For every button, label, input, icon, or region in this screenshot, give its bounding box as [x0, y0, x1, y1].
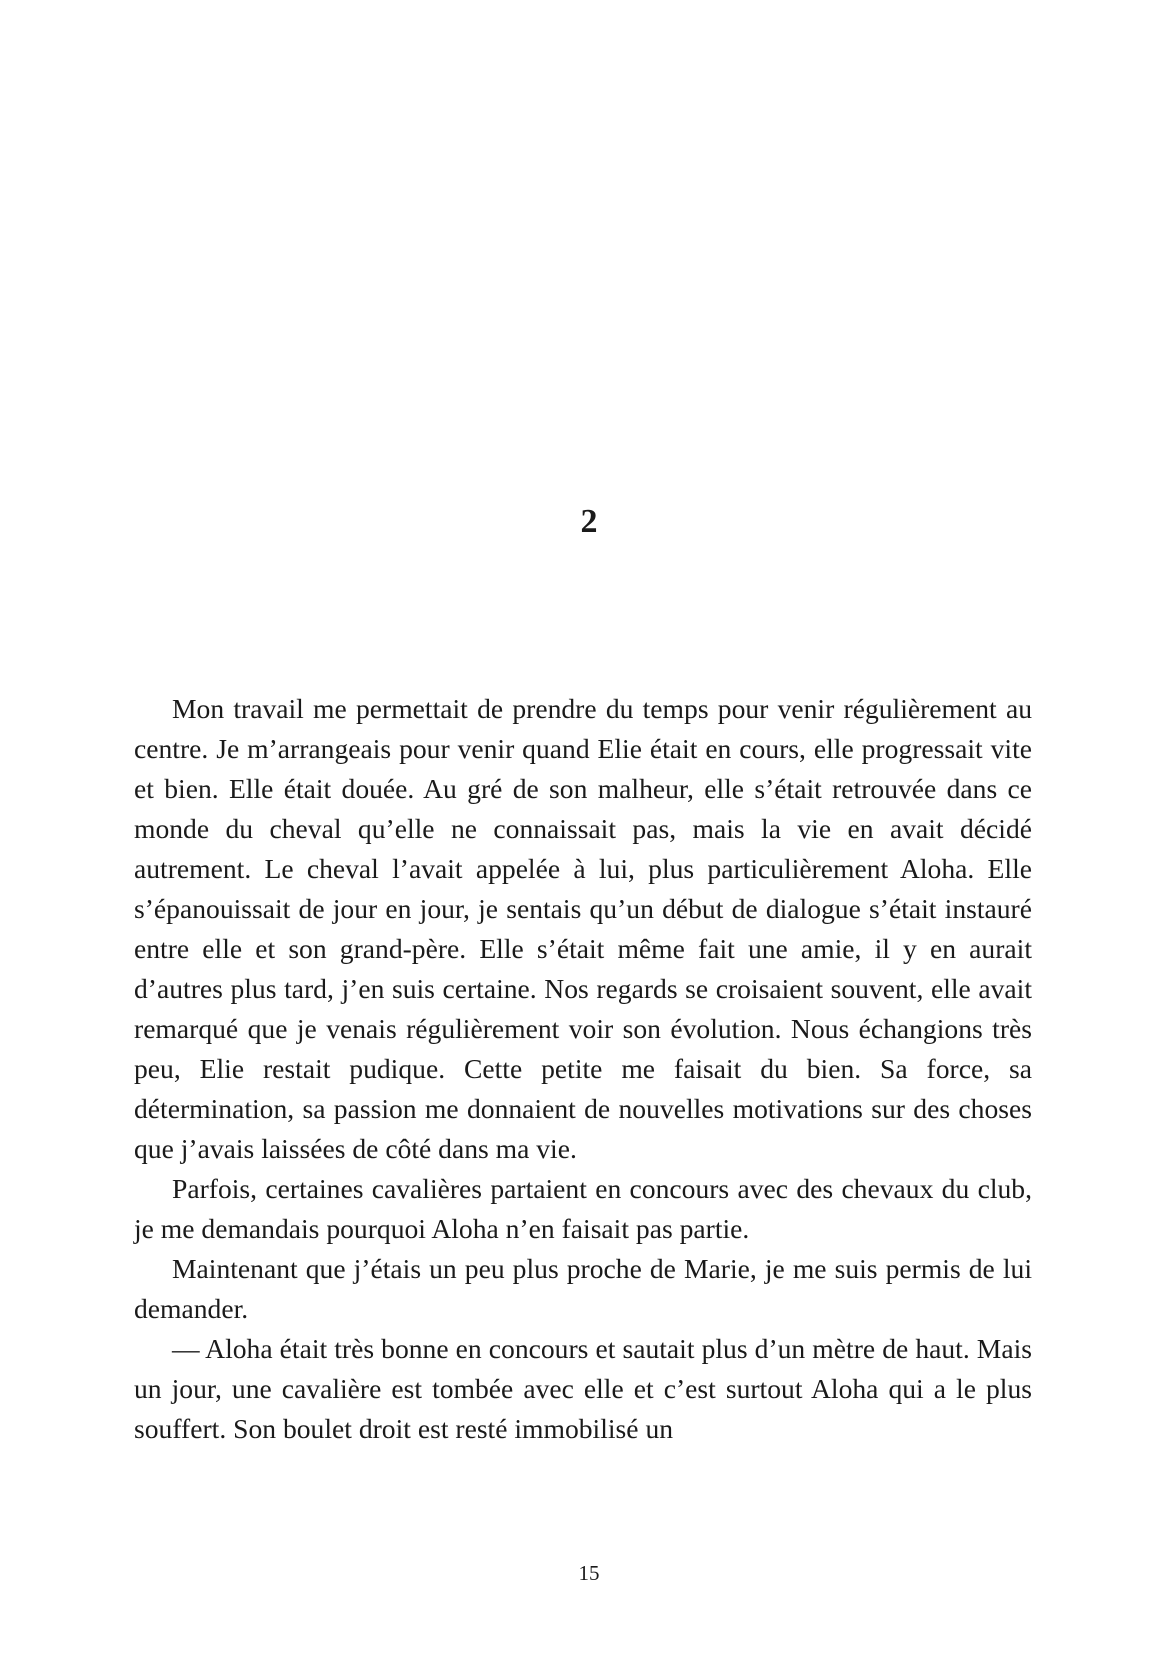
paragraph-4: — Aloha était très bonne en concours et sautait plus d’un mètre de haut. Mais un jour, une cavalière est tombée avec elle et c’est surtout Aloha qui a le plus souffert. Son boulet droit est resté immobilisé un — [134, 1333, 1032, 1444]
paragraph-2: Parfois, certaines cavalières partaient en concours avec des chevaux du club, je me demandais pourquoi Aloha n’en faisait pas partie. — [134, 1173, 1032, 1244]
page-number: 15 — [578, 1561, 600, 1585]
paragraph-3: Maintenant que j’étais un peu plus proche de Marie, je me suis permis de lui demander. — [134, 1253, 1032, 1324]
paragraph-1: Mon travail me permettait de prendre du temps pour venir régulièrement au centre. Je m’arrangeais pour venir quand Elie était en cours, elle progressait vite et bien. Elle était douée. Au gré de son malheur, elle s’était retrouvée dans ce monde du cheval qu’elle ne connaissait pas, mais la vie en avait décidé autrement. Le cheval l’avait appelée à lui, plus particulièrement Aloha. Elle s’épanouissait de jour en jour, je sentais qu’un début de dialogue s’était instauré entre elle et son grand-père. Elle s’était même fait une amie, il y en aurait d’autres plus tard, j’en suis certaine. Nos regards se croisaient souvent, elle avait remarqué que je venais régulièrement voir son évolution. Nous échangions très peu, Elie restait pudique. Cette petite me faisait du bien. Sa force, sa détermination, sa passion me donnaient de nouvelles motivations sur des choses que j’avais laissées de côté dans ma vie. — [134, 693, 1032, 1164]
body-text — [134, 689, 1032, 1449]
chapter-number: 2 — [580, 503, 598, 540]
